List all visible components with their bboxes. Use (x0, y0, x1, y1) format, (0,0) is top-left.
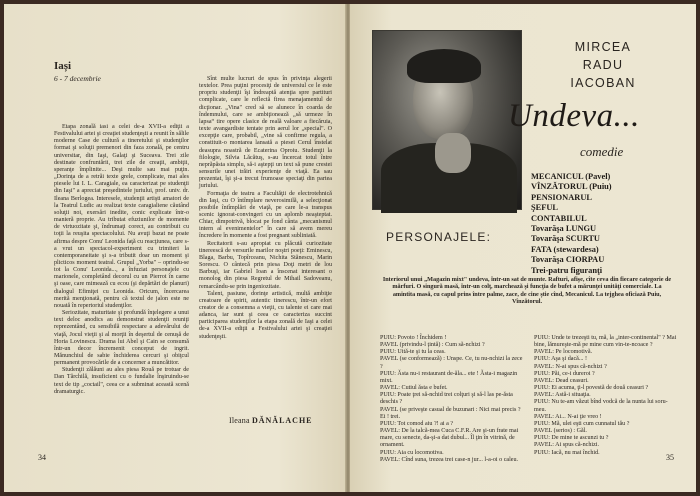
character-item: MECANICUL (Pavel) (531, 172, 611, 181)
play-title: Undeva... (508, 98, 640, 134)
left-page (4, 4, 346, 492)
dialog-line: PUIU: Unde te trezeşti tu, mă, la „inter-continental" ? Mai bine, lămureşte-mă pe mine cum vin-te-ncoace ? (534, 335, 677, 349)
author-photo (372, 30, 522, 210)
dialog-line: PAVEL: Astă-i situaţia. (534, 392, 591, 399)
character-item: FATA (stewardesa) (531, 244, 599, 254)
dialog-line: PAVEL (serios) : Găl. (534, 428, 587, 435)
article-paragraph: Seriozitate, maturitate şi profundă înţelegere a unui text deloc anodics au demonstrat studenţii reuniţi reprezentând, cu sensibilă respectare a adevărului de viaţă, Jocul vieţii şi al morţii în deşertul de cenuşă de Horia Lovinescu. Drama lui Abel şi Cain se consumă într-un decor încremenit conceput de ingrit. Mănunchiul de sabie închiderea cercuri şi obiţcul permanent provocările de a concerner a muncătitor. (54, 310, 189, 367)
character-item: Trei-patru figuranţi (531, 265, 603, 275)
dialog-line: PUIU: Mă, ulei eşti cum cunnatul tău ? (534, 420, 630, 427)
dialog-line: PUIU: Poate ţrei să-nchid trei colţuri şi să-l las pe-ăsta deschis ? (380, 392, 513, 406)
article-paragraph: Etapa zonală iasi a celei de-a XVII-a ediţii a Festivalului artei şi creaţiei studenţeşti a reunit în sălile moderne Case de cultură a tineretului şi studenţilor format şi soluţii premenori din faza zonală, pe centru universitar, din Iaşi, Galaţi şi Suceava. Trei zile destinate confruntării, trei zile de creaţii, ambiţii, speranţe împlinite... Deşi multe sau mai puţin. „Dorinţa de a retrăi texte grele, complicate, mai ales piesele lui I. L. Caragiale, ea caracterizat pe studenţii din Iaşi" a apreciat preşedintele juriului, prof. univ. dr. Ileana Berlogea. Interesele, studenţii artişti amatori de la Teatrul Ludic au realizat texte caragialiene căutând soluţii noi, exersări inedite, conic explicate într-o manieră proprie. Au tributat efuziunilor de momente de virtuozitate şi, îndrumaţi corect, au contribuit cu toţii la reuşita spectacolului. Nu avuţi bazat ne poate afirma despre Conu' Leonida faţă cu reacţiunea, care s-a vrut un spectacol-experiment cu trimiteri la contemporaneitate şi s-a tributit doar un moment şi plicticos moment teatral. Grupul „Yorba" – oprindu-se tot la Conu' Leonida..., a înfuziat personajele cu marionele, completând decorul cu un Pierrot în carne şi oase, care mimează cu ecou (şi depărtări de planuri) dialogul Efimiţei cu Leonida. Oricum, încercarea merită menţionată, pentru că textul de jalon este ne nouată în repertoriul studenţilor. (54, 124, 189, 309)
article-paragraph: Talent, pasiune, dorinţe artistică, multă ambiţie creatoare de spirit, autentic tinerescu, într-un efort creator de a consemna a vieţii, cu talente ei care mai adanca, iar sunt şi ceea ce caracteriza succint participarea studenţilor la etapa zonală de Iaşi a celei de-a XVII-a ediţii a Festivalului artei şi creaţiei studenţeşti. (199, 290, 332, 340)
dialog-line: PUIU: Uită-te şi tu la ceas. (380, 349, 446, 356)
author-middle-name: RADU (582, 58, 624, 72)
author-first-name: MIRCEA (574, 40, 632, 54)
dialog-line: PUIU: Nu te-am văzut bînd vodcă de la nunta lui soru-meu. (534, 399, 668, 413)
dialog-line: PAVEL (se priveşte casual de buzunari : Nici mai precis ? Ei ! trei. (380, 406, 521, 420)
dialog-line: PAVEL: Dead ceasuri. (534, 377, 589, 384)
article-paragraph: Formaţia de teatru a Facultăţii de electrotehnică din Iaşi, cu O întîmplare neverosimilă, a selecţionat posibile întîmplări de viaţă, pe care le-a transpus scenic ignorat-convingeri cu un aplomb neaşteptat. Chiar, dimpotrivă, blocat pe fond cânta „mecanismul intern al evenimentelor" în care să avem mereu încredere în momente a fost pregnant subliniată. (199, 190, 332, 240)
article-paragraph: Recitatorii s-au apropiat cu plăcută curiozitate tinereescă de versurile marilor noştri poeţi: Eminescu, Blaga, Barbu, Topîrceanu, Nichita Stănescu, Marin Sorescu. O cântecă prin piesa Doţi metri de lou Barbuşi, iar Gabriel Ioan a înscenat interesant o monolog din piesa Regretul de Mihail Sadoveanu, remarcându-se prin ingeniozitate. (199, 240, 332, 290)
page-number-left: 34 (38, 453, 46, 462)
dialog-line: PAVEL: De la talcă-mea Cuca C.F.R. Are şi-un frate mai mare, cu senecte, da-şi-a dat dubul... Îl ţin în vitrină, de ornament. (380, 428, 519, 449)
article-paragraph: Sînt multe lucruri de spus în privinţa alegerii textelor. Prea puţini procesiţi de universiul ce le este propriu studenţii îşi îndreaptă atenţia spre partituri complicate, care le reflectă firea menajamentul de dicţionar. „Vina" cred să se alunece în coarda de îndemnului, care se ambiţionează „să urmeze în lapsa“ tire opere clasice de reală valoare a fiecăruia, texte avangardiste tentate prin aerul lor „special". O excepţie care, probabil, „vine să confirme regula, a constituit-o montarea lansată a piesei Cerul înstelat deasupra noastră de Ecaterina Oproiu. Studenţii la filologie, Silvia Lăcătuş, s-au încercat totul între neprăpăsta simplu, să-i aştepţi un text să pune crestei sensurile unei trăiri experienţe de viaţă. Ea sau prezentat, îşi şi-a trecut frumoase speciaţi din partea juriului. (199, 76, 332, 190)
dialog-line: PUIU: Ei acuma, ţi-l povestă de două ceasuri ? (534, 385, 649, 392)
right-page (350, 4, 696, 492)
dialog-line: PUIU: De mine te ascunzi tu ? (534, 435, 609, 442)
page-number-right: 35 (666, 453, 674, 462)
character-item: VÎNZĂTORUL (Puiu) (531, 182, 612, 192)
dialog-line: PUIU: Povoto ! Închidem ! (380, 335, 447, 341)
author-last-name: IACOBAN (570, 76, 636, 90)
signature-last-name: DĂNĂLACHE (251, 416, 313, 425)
stage-direction: Interiorul unui „Magazin mixt" undeva, într-un sat de munte. Rafturi, afişe, cîte ceva din fiecare categorie de mărfuri. O singură masă, într-un colţ, marchează şi funcţia de bufet a mărunţei unităţi comerciale. La amintita masă, cu capul prins între palme, zace, de cine ştie cînd, Mecanicul. La tejghea oficiază Puiu, Vînzătorul. (382, 276, 672, 305)
character-item: ŞEFUL (531, 203, 558, 213)
article-signature (229, 416, 313, 425)
dialog-line: PUIU: Păi, ce-i dureroi ? (534, 370, 595, 377)
dialog-line: PAVEL: N-ai spus că-nchizi ? (534, 363, 607, 370)
dialog-column-2 (534, 335, 679, 457)
dialog-line: PUIU: Iacă, nu mai închid. (534, 449, 600, 456)
signature-first-name: Ileana (229, 416, 250, 425)
dialog-column-1 (380, 335, 525, 464)
character-item: CONTABILUL (531, 213, 587, 223)
dialog-line: PAVEL: Cînd suna, trezea trei case-n jur... l-a-oi o caleu. (380, 456, 519, 463)
location-heading: Iași (54, 60, 72, 72)
dialog-line: PAVEL (se conformează) : Unspe. Ce, tu nu-nchizi la zece ? (380, 356, 523, 370)
article-paragraph: Studenţii zălăuni au ales piesa Rouă pe trotuar de Dan Tărchilă, insuficient cu o fundalie înşiruindu-se text de tip „coctail", ceea ce a subminat această scenă dramaturgic. (54, 367, 189, 395)
dialog-line: PAVEL: Ai spus că-nchizi. (534, 442, 599, 449)
dialog-line: PUIU: Ăsta nu-i restaurant de-ăla... ete ! Ăsta-i magazin mixt. (380, 370, 518, 384)
character-item: PENSIONARUL (531, 192, 592, 202)
dates-heading: 6 - 7 decembrie (54, 74, 101, 83)
play-subtitle: comedie (580, 144, 624, 159)
characters-heading: PERSONAJELE: (386, 230, 492, 244)
dialog-line: PAVEL (privindu-l ţintă) : Cum să-nchizi ? (380, 342, 485, 349)
dialog-line: PUIU: Tot comod aiu ?! ai a ? (380, 420, 454, 427)
article-column-2 (199, 76, 332, 341)
magazine-spread (4, 4, 696, 492)
character-item: Tovarăşa CIORPAU (531, 255, 605, 265)
character-item: Tovarăşa SCURTU (531, 234, 600, 244)
characters-list (531, 172, 612, 276)
dialog-line: PUIU: Aia cu locomotiva. (380, 449, 444, 456)
article-column-1 (54, 124, 189, 396)
dialog-line: PAVEL: Pe locomotivă. (534, 349, 593, 356)
character-item: Tovarăşa LUNGU (531, 224, 597, 234)
dialog-line: PAVEL: Ai... N-ai ţie vreo ! (534, 413, 602, 420)
dialog-line: PAVEL: Cutiul ăsta e bufet. (380, 385, 448, 392)
dialog-line: PUIU: Aşa şi dacă... ! (534, 356, 587, 363)
